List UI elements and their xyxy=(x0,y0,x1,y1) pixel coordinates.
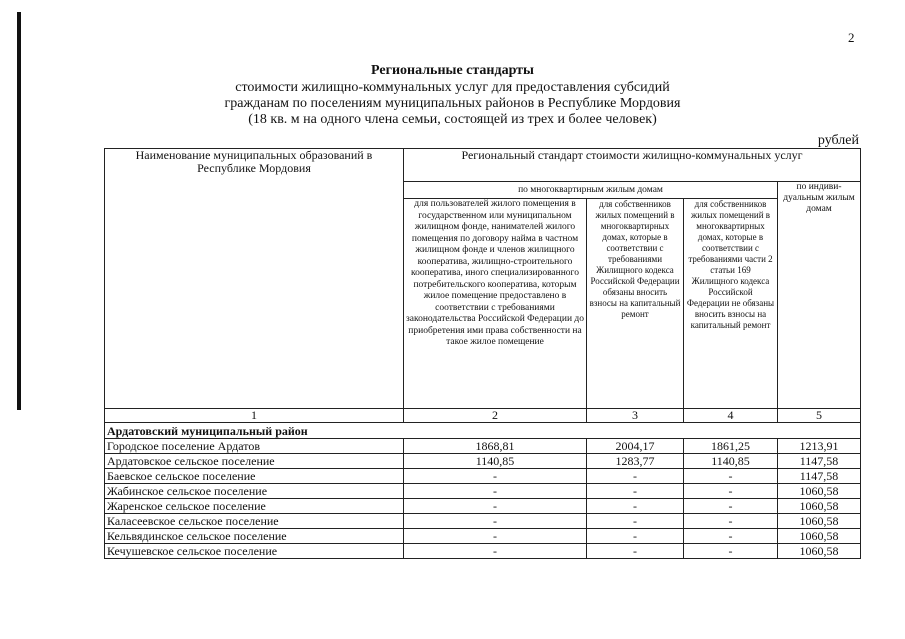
subtitle-line-1: стоимости жилищно-коммунальных услуг для предоставления субсидий xyxy=(235,80,670,95)
value-col-4: - xyxy=(684,544,778,559)
value-col-4: - xyxy=(684,469,778,484)
value-col-3: - xyxy=(587,529,684,544)
value-col-2: - xyxy=(404,544,587,559)
subtitle-line-2: гражданам по поселениям муниципальных районов в Республике Мордовия xyxy=(224,96,681,111)
district-name: Ардатовский муниципальный район xyxy=(105,423,861,439)
value-col-5: 1147,58 xyxy=(778,454,861,469)
value-col-5: 1060,58 xyxy=(778,484,861,499)
value-col-2: - xyxy=(404,529,587,544)
table-row xyxy=(105,514,861,529)
value-col-4: 1140,85 xyxy=(684,454,778,469)
header-name: Наименование муниципальных образований в Республике Мордовия xyxy=(105,149,404,409)
settlement-name: Баевское сельское поселение xyxy=(105,469,404,484)
table-row xyxy=(105,544,861,559)
value-col-3: 2004,17 xyxy=(587,439,684,454)
settlement-name: Ардатовское сельское поселение xyxy=(105,454,404,469)
value-col-3: 1283,77 xyxy=(587,454,684,469)
table-row xyxy=(105,484,861,499)
column-number: 4 xyxy=(684,409,778,423)
value-col-4: - xyxy=(684,529,778,544)
settlement-name: Жабинское сельское поселение xyxy=(105,484,404,499)
value-col-2: - xyxy=(404,514,587,529)
header-col-3: для собственников жилых помещений в многоквартирных домах, которые в соответствии с требованиями Жилищного кодекса Российской Федерации обязаны вносить взносы на капитальный ремонт xyxy=(587,199,684,409)
value-col-2: 1868,81 xyxy=(404,439,587,454)
column-number: 3 xyxy=(587,409,684,423)
page-number: 2 xyxy=(848,30,855,45)
column-number-row xyxy=(105,409,861,423)
value-col-3: - xyxy=(587,469,684,484)
value-col-4: - xyxy=(684,499,778,514)
value-col-5: 1213,91 xyxy=(778,439,861,454)
header-col-4: для собственников жилых помещений в многоквартирных домах, которые в соответствии с требованиями части 2 статьи 169 Жилищного кодекса Российской Федерации не обязаны вносить взносы на капитальный ремонт xyxy=(684,199,778,409)
header-row-1 xyxy=(105,149,861,182)
value-col-4: 1861,25 xyxy=(684,439,778,454)
value-col-5: 1147,58 xyxy=(778,469,861,484)
header-individual: по индиви-дуальным жилым домам xyxy=(778,182,861,409)
value-col-4: - xyxy=(684,484,778,499)
settlement-name: Городское поселение Ардатов xyxy=(105,439,404,454)
table-row xyxy=(105,529,861,544)
header-standard: Региональный стандарт стоимости жилищно-коммунальных услуг xyxy=(404,149,861,182)
value-col-2: 1140,85 xyxy=(404,454,587,469)
settlement-name: Кельвядинское сельское поселение xyxy=(105,529,404,544)
value-col-3: - xyxy=(587,499,684,514)
table-row xyxy=(105,499,861,514)
table-row xyxy=(105,454,861,469)
value-col-3: - xyxy=(587,544,684,559)
value-col-5: 1060,58 xyxy=(778,544,861,559)
settlement-name: Кечушевское сельское поселение xyxy=(105,544,404,559)
value-col-5: 1060,58 xyxy=(778,514,861,529)
header-col-2: для пользователей жилого помещения в государственном или муниципальном жилищном фонде, нанимателей жилого помещения по договору найма в частном жилищном фонде и членов жилищного кооператива, жилищно-строительного кооператива, иного специализированного потребительского кооператива, которым жилое помещение предоставлено в соответствии с требованиями законодательства Российской Федерации до приобретения ими права собственности на такое жилое помещение xyxy=(404,199,587,409)
settlement-name: Каласеевское сельское поселение xyxy=(105,514,404,529)
value-col-4: - xyxy=(684,514,778,529)
column-number: 1 xyxy=(105,409,404,423)
value-col-3: - xyxy=(587,514,684,529)
document-title: Региональные стандарты xyxy=(371,63,534,78)
standards-table xyxy=(104,148,861,559)
value-col-2: - xyxy=(404,484,587,499)
value-col-2: - xyxy=(404,469,587,484)
column-number: 5 xyxy=(778,409,861,423)
district-row xyxy=(105,423,861,439)
header-multi: по многоквартирным жилым домам xyxy=(404,182,778,199)
value-col-5: 1060,58 xyxy=(778,529,861,544)
table-row xyxy=(105,469,861,484)
table-row xyxy=(105,439,861,454)
unit-label: рублей xyxy=(817,133,859,148)
column-number: 2 xyxy=(404,409,587,423)
settlement-name: Жаренское сельское поселение xyxy=(105,499,404,514)
value-col-5: 1060,58 xyxy=(778,499,861,514)
value-col-2: - xyxy=(404,499,587,514)
value-col-3: - xyxy=(587,484,684,499)
subtitle-line-3: (18 кв. м на одного члена семьи, состоящей из трех и более человек) xyxy=(248,112,657,127)
